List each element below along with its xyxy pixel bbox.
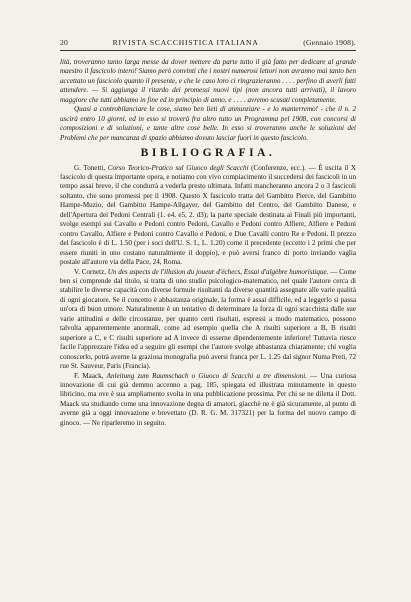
bibliography-entry — [60, 164, 356, 268]
bibliography-heading: BIBLIOGRAFIA. — [140, 147, 276, 160]
entry-text: (Conferenze, ecc.). — È uscita il X fascicolo di questa importante opera, e notiamo con vivo compiacimento il succedersi dei fascicoli in un tempo assai breve, il che condurrà a vederla presto ultimata. Infatti mancheranno ancora 2 o 3 fascicoli soltanto, che sono promessi per il 1908. Questo X fascicolo tratta del Gambitto Pierce, del Gambitto Hampe-Muzio, del Gambitto Hampe-Allgayer, del Gambitto del Centro, del Gambitto Danese, e dell'Apertura dei Pedoni Centrali (1. e4, e5, 2. d3); la parte speciale destinata ai Finali più importanti, svolge esempi sui Cavallo e Pedoni contro Pedoni, Cavallo e Pedoni contro Alfiere, Alfiere e Pedoni contro Cavallo, Alfiere e Pedoni contro Cavallo e Pedoni, e Due Cavalli contro Re e Pedoni. Il prezzo del fascicolo è di L. 1.50 (per i soci dell'U. S. I., L. 1.20) come il precedente (eccetto i 2 primi che per essere riuniti in uno costano naturalmente il doppio), e può aversi franco di porto inviando vaglia postale all'autore via della Pace, 24, Roma. — [60, 163, 356, 267]
entry-author: V. Cornetz, — [74, 267, 106, 276]
entry-work-title: Un des aspects de l'illusion du joueur d'échecs, Essai d'algèbre humoristique. — [107, 267, 329, 276]
running-header — [60, 38, 356, 47]
page-number: 20 — [60, 38, 68, 47]
page-body — [60, 58, 356, 428]
journal-title: RIVISTA SCACCHISTICA ITALIANA — [112, 38, 259, 47]
entry-text: — Come ben si comprende dal titolo, si tratta di uno studio psicologico-matematico, nel quale l'autore cerca di stabilire le diverse capacità con diverse formule risultanti da diverse quantità assegnate alle varie qualità di ogni giocatore. Se il concetto è abbastanza originale, la forma è assai difficile, ed a leggerlo si passa un'ora di buon umore. Naturalmente è un tentativo di determinare la forza di ogni scacchista dalle sue varie attitudini e delle circostanze, per quanto certi risultati, espressi a modo matematico, possono talvolta apparentemente anormali, come ad esempio quella che A risulti superiore a B, B risulti superiore a C, e C risulti superiore ad A invece di esserne dipendentemente inferiore! Tuttavia riesce facile l'apprezzare l'idea ed a seguire gli esempi che l'autore svolge abbastanza chiaramente; chi voglia conoscerlo, potrà averne la graziosa monografia può aversi franca per L. 1.25 dal signor Numa Preti, 72 rue St. Sauveur, Paris (Francia). — [60, 267, 357, 371]
entry-text: — Una curiosa innovazione di cui già demmo accenno a pag. 185, spiegata ed illustrata minutamente in questo libricino, ma ove è sua ampliamento svolta in una pubblicazione prossima. Per chi se ne diletta il Dott. Maack sta studiando come una innovazione degna di amatori, giacchè ne è già sicuramente, al punto di averne già a oggi innovazione e brevettato (D. R. G. M. 317321) per la forma del nuovo campo di ginoco. — Ne riparleremo in seguito. — [60, 371, 356, 427]
entry-work-title: Anleitung zum Raumschach o Giuoco di Scacchi a tre dimensioni. — [106, 371, 307, 380]
bibliography-entry — [60, 372, 356, 429]
issue-date: (Gennaio 1908). — [303, 38, 356, 47]
intro-paragraph: Quasi a controbilanciare le cose, siamo ben lieti di annunziare - e lo manterremo! - che il n. 2 uscirà entro 10 giorni, ed in esso si troverà fra altro tutto un Programma pel 1908, con concorsi di composizioni e di soluzioni, e tante altre cose belle. In esso si troveranno anche le soluzioni dei Problemi che per mancanza di spazio abbiamo dovuto lasciar fuori in questo fascicolo. — [60, 105, 356, 142]
entry-author: G. Tonetti, — [74, 163, 106, 172]
header-rule — [60, 50, 356, 51]
entry-work-title: Corso Teorico-Pratico sul Giuoco degli Scacchi — [107, 163, 249, 172]
intro-paragraph: lità, troveranno tanto larga messe da dover mettere da parte tutto il già fatto per dedicare al grande maestro il fascicolo intero! Siamo però convinti che i nostri numerosi lettori non avranno mai tanto ben accettato un fascicolo quanto il presente, e che le caso loro ci ringrazieranno . . . . perfino di averli fatti attendere. — Si aggiunga il ritardo dei promessi nuovi tipi (non ancora tutti arrivati), il lavoro maggiore che tutti abbiamo in fine ed in principio di anno, e . . . . avremo scusati completamente. — [60, 58, 356, 104]
bibliography-entry — [60, 268, 356, 372]
entry-author: F. Maack, — [74, 371, 104, 380]
